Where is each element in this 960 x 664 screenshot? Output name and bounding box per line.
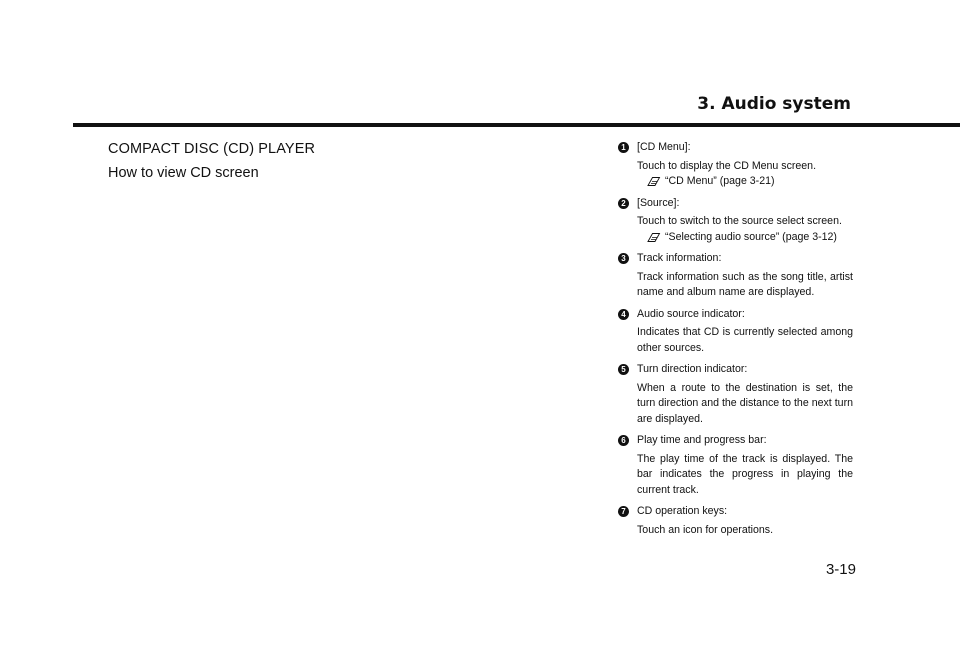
callout-number-badge: 3 — [618, 253, 629, 264]
callout-list — [617, 140, 853, 544]
callout-number-badge: 4 — [618, 309, 629, 320]
callout-number-badge: 2 — [618, 198, 629, 209]
callout-item — [617, 433, 853, 498]
page-reference[interactable] — [617, 230, 853, 246]
subsection-title: How to view CD screen — [108, 165, 259, 181]
callout-description: When a route to the destination is set, the turn direction and the distance to the next turn are displayed. — [637, 381, 853, 425]
chapter-title: 3. Audio system — [697, 94, 851, 114]
callout-label: [CD Menu]: — [637, 141, 691, 153]
callout-description: The play time of the track is displayed. The bar indicates the progress in playing the current track. — [637, 452, 853, 496]
callout-description: Touch to switch to the source select screen. — [637, 215, 842, 227]
callout-number-badge: 5 — [618, 364, 629, 375]
callout-item — [617, 140, 853, 190]
callout-label: CD operation keys: — [637, 505, 728, 517]
page-reference[interactable] — [617, 174, 853, 190]
callout-label: Audio source indicator: — [637, 307, 745, 320]
page-reference-text: “CD Menu” (page 3-21) — [665, 175, 775, 187]
page-reference-text: “Selecting audio source” (page 3-12) — [665, 230, 837, 243]
page-number: 3-19 — [825, 561, 856, 578]
page-reference-icon — [647, 232, 661, 243]
callout-item — [617, 307, 853, 357]
header-rule — [73, 123, 960, 127]
callout-label: Track information: — [637, 252, 722, 264]
callout-item — [617, 196, 853, 246]
callout-description: Touch an icon for operations. — [637, 523, 774, 536]
callout-number-badge: 1 — [618, 142, 629, 153]
callout-label: Turn direction indicator: — [637, 363, 748, 375]
callout-label: [Source]: — [637, 196, 680, 209]
callout-description: Track information such as the song title, artist name and album name are displayed. — [637, 270, 853, 298]
callout-description: Indicates that CD is currently selected among other sources. — [637, 326, 853, 354]
callout-item — [617, 362, 853, 427]
callout-number-badge: 6 — [618, 435, 629, 446]
page-reference-icon — [647, 176, 661, 187]
callout-item — [617, 251, 853, 301]
section-title: COMPACT DISC (CD) PLAYER — [108, 141, 316, 157]
callout-number-badge: 7 — [618, 506, 629, 517]
callout-description: Touch to display the CD Menu screen. — [637, 159, 817, 172]
callout-item — [617, 504, 853, 538]
callout-label: Play time and progress bar: — [637, 434, 767, 446]
